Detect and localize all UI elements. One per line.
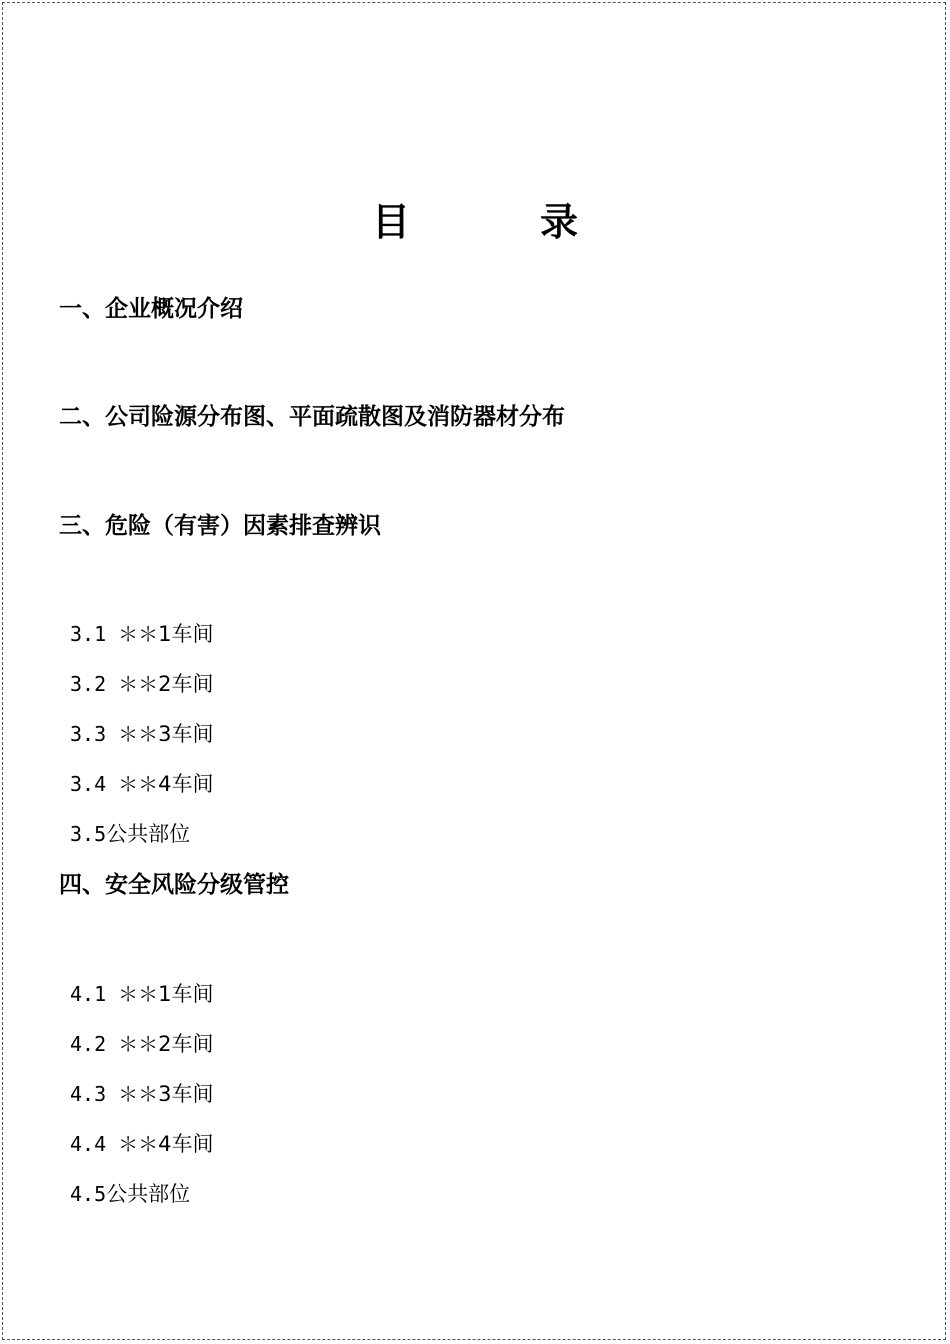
toc-item-text: 3车间	[158, 1082, 214, 1106]
toc-item-text: 3车间	[158, 722, 214, 746]
toc-item-text: 1车间	[158, 622, 214, 646]
toc-item-text: 4车间	[158, 1132, 214, 1156]
toc-item-number: 4.1 ＊＊	[70, 982, 159, 1006]
toc-item-number: 3.1 ＊＊	[70, 622, 159, 646]
toc-item-3-3	[70, 720, 214, 748]
toc-item-text: 公共部位	[106, 1182, 191, 1206]
toc-item-number: 4.3 ＊＊	[70, 1082, 159, 1106]
toc-item-3-4	[70, 770, 214, 798]
toc-item-number: 3.4 ＊＊	[70, 772, 159, 796]
section-4-heading: 四、安全风险分级管控	[59, 872, 289, 898]
toc-item-text: 2车间	[158, 1032, 214, 1056]
toc-item-4-4	[70, 1130, 214, 1158]
toc-item-number: 4.2 ＊＊	[70, 1032, 159, 1056]
toc-item-text: 公共部位	[106, 822, 191, 846]
toc-item-4-1	[70, 980, 214, 1008]
section-3-heading: 三、危险（有害）因素排查辨识	[59, 513, 381, 539]
toc-title: 目 录	[371, 199, 624, 244]
toc-item-4-2	[70, 1030, 214, 1058]
toc-item-3-2	[70, 670, 214, 698]
toc-item-3-1	[70, 620, 214, 648]
toc-item-4-3	[70, 1080, 214, 1108]
toc-item-number: 4.4 ＊＊	[70, 1132, 159, 1156]
toc-item-number: 3.2 ＊＊	[70, 672, 159, 696]
toc-item-4-5	[70, 1180, 190, 1208]
section-2-heading: 二、公司险源分布图、平面疏散图及消防器材分布	[59, 404, 565, 430]
toc-item-text: 4车间	[158, 772, 214, 796]
toc-item-3-5	[70, 820, 190, 848]
toc-item-number: 3.3 ＊＊	[70, 722, 159, 746]
toc-item-text: 1车间	[158, 982, 214, 1006]
section-1-heading: 一、企业概况介绍	[59, 296, 243, 322]
toc-item-number: 3.5	[70, 822, 107, 846]
toc-item-number: 4.5	[70, 1182, 107, 1206]
toc-item-text: 2车间	[158, 672, 214, 696]
